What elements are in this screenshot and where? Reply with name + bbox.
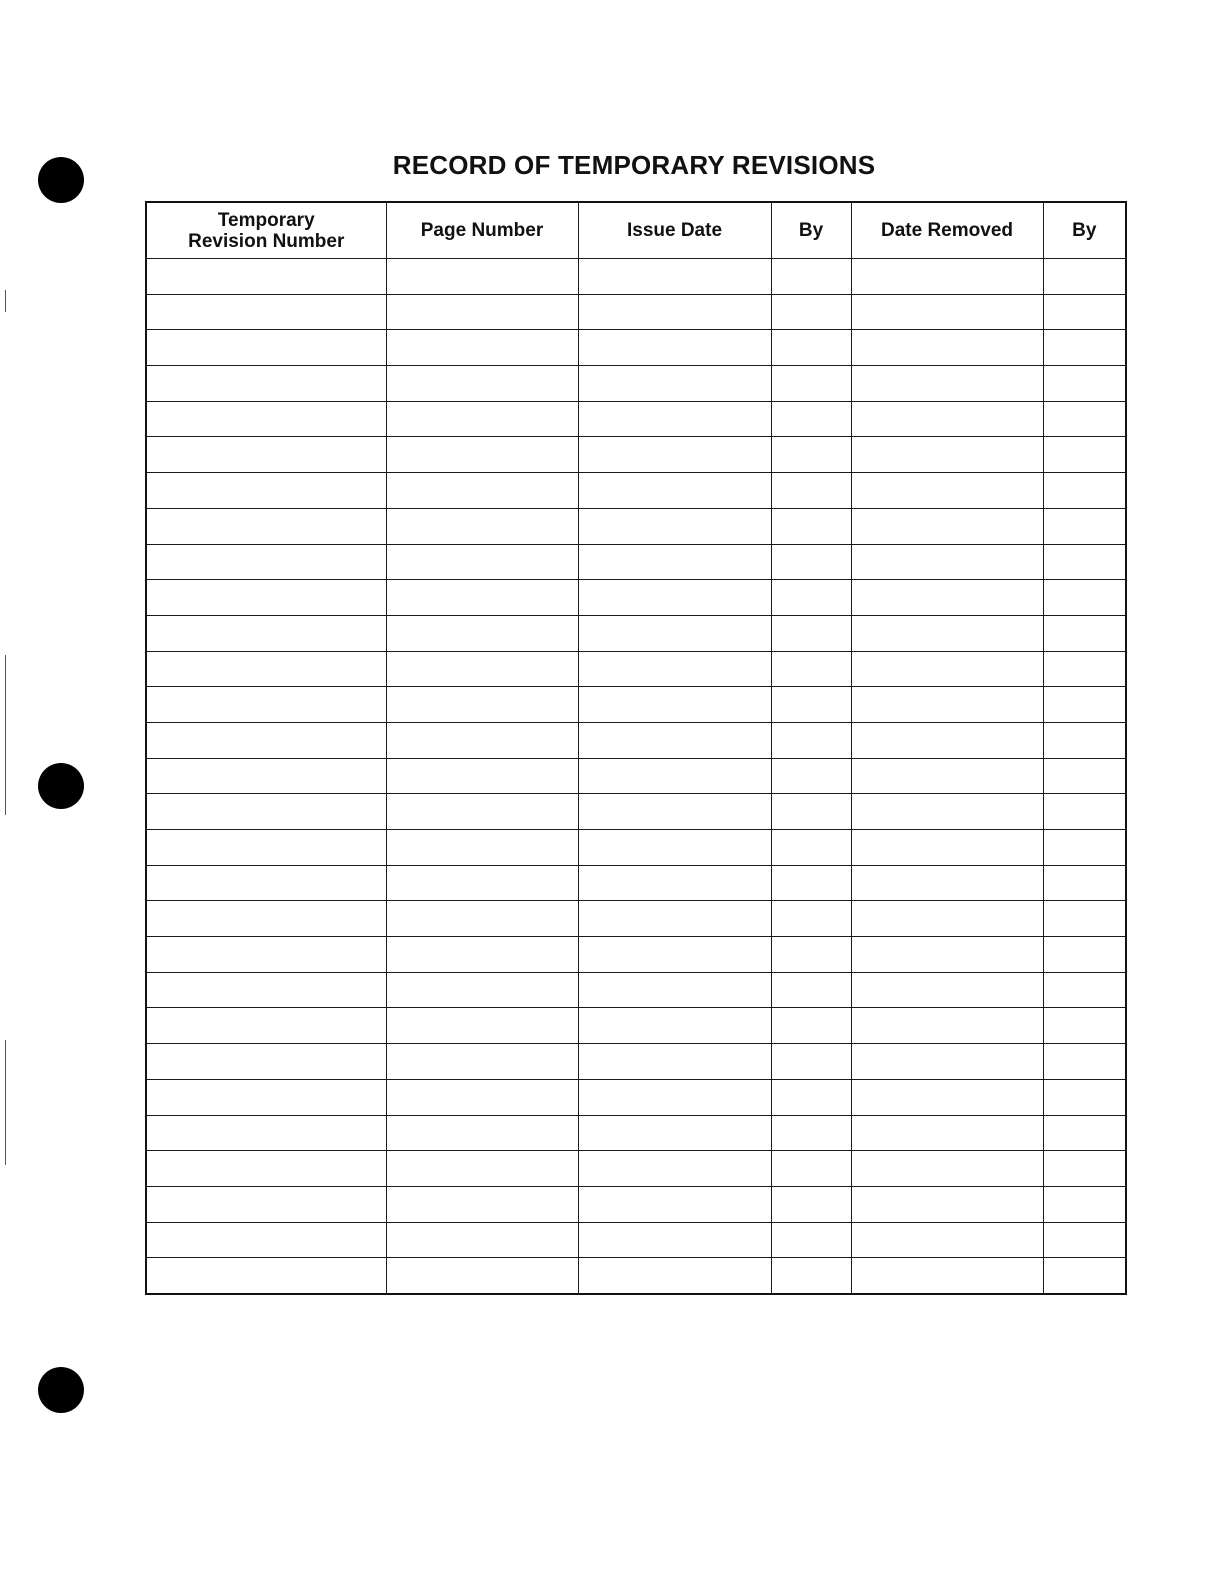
cell-by-removed[interactable] xyxy=(1043,294,1126,330)
table-row xyxy=(146,937,1126,973)
header-temporary-revision-number: Temporary Revision Number xyxy=(146,202,386,259)
cell-temporary-revision-number[interactable] xyxy=(146,972,386,1008)
cell-page-number[interactable] xyxy=(386,473,578,509)
cell-date-removed[interactable] xyxy=(851,366,1043,402)
table-row xyxy=(146,1044,1126,1080)
cell-temporary-revision-number[interactable] xyxy=(146,508,386,544)
cell-issue-date[interactable] xyxy=(578,687,771,723)
cell-temporary-revision-number[interactable] xyxy=(146,722,386,758)
cell-date-removed[interactable] xyxy=(851,1151,1043,1187)
binder-hole-middle xyxy=(38,763,84,809)
table-row xyxy=(146,1079,1126,1115)
cell-temporary-revision-number[interactable] xyxy=(146,544,386,580)
cell-page-number[interactable] xyxy=(386,937,578,973)
cell-date-removed[interactable] xyxy=(851,508,1043,544)
cell-by-removed[interactable] xyxy=(1043,972,1126,1008)
cell-page-number[interactable] xyxy=(386,1222,578,1258)
cell-date-removed[interactable] xyxy=(851,937,1043,973)
cell-by-removed[interactable] xyxy=(1043,259,1126,295)
cell-by[interactable] xyxy=(771,865,851,901)
cell-by-removed[interactable] xyxy=(1043,437,1126,473)
cell-issue-date[interactable] xyxy=(578,401,771,437)
cell-issue-date[interactable] xyxy=(578,1222,771,1258)
cell-page-number[interactable] xyxy=(386,366,578,402)
cell-issue-date[interactable] xyxy=(578,901,771,937)
cell-issue-date[interactable] xyxy=(578,580,771,616)
cell-date-removed[interactable] xyxy=(851,1008,1043,1044)
table-row xyxy=(146,687,1126,723)
cell-page-number[interactable] xyxy=(386,1008,578,1044)
table-header-row xyxy=(146,202,1126,259)
cell-temporary-revision-number[interactable] xyxy=(146,401,386,437)
table-row xyxy=(146,508,1126,544)
cell-temporary-revision-number[interactable] xyxy=(146,473,386,509)
cell-temporary-revision-number[interactable] xyxy=(146,1186,386,1222)
cell-by-removed[interactable] xyxy=(1043,651,1126,687)
cell-by[interactable] xyxy=(771,294,851,330)
cell-issue-date[interactable] xyxy=(578,1151,771,1187)
cell-temporary-revision-number[interactable] xyxy=(146,687,386,723)
cell-temporary-revision-number[interactable] xyxy=(146,259,386,295)
cell-page-number[interactable] xyxy=(386,580,578,616)
cell-by[interactable] xyxy=(771,615,851,651)
cell-by[interactable] xyxy=(771,259,851,295)
cell-by[interactable] xyxy=(771,366,851,402)
binder-hole-bottom xyxy=(38,1367,84,1413)
page-title: RECORD OF TEMPORARY REVISIONS xyxy=(392,150,876,180)
cell-page-number[interactable] xyxy=(386,1151,578,1187)
table-row xyxy=(146,865,1126,901)
cell-issue-date[interactable] xyxy=(578,615,771,651)
cell-issue-date[interactable] xyxy=(578,1008,771,1044)
table-row xyxy=(146,330,1126,366)
cell-by[interactable] xyxy=(771,508,851,544)
cell-by-removed[interactable] xyxy=(1043,794,1126,830)
cell-temporary-revision-number[interactable] xyxy=(146,794,386,830)
cell-by-removed[interactable] xyxy=(1043,865,1126,901)
scan-edge-mark xyxy=(5,1040,6,1165)
cell-temporary-revision-number[interactable] xyxy=(146,1044,386,1080)
cell-date-removed[interactable] xyxy=(851,972,1043,1008)
cell-page-number[interactable] xyxy=(386,401,578,437)
cell-issue-date[interactable] xyxy=(578,294,771,330)
cell-by-removed[interactable] xyxy=(1043,1186,1126,1222)
cell-issue-date[interactable] xyxy=(578,794,771,830)
table-row xyxy=(146,615,1126,651)
cell-issue-date[interactable] xyxy=(578,473,771,509)
cell-by[interactable] xyxy=(771,830,851,866)
cell-page-number[interactable] xyxy=(386,901,578,937)
cell-date-removed[interactable] xyxy=(851,651,1043,687)
cell-by-removed[interactable] xyxy=(1043,1258,1126,1294)
table-row xyxy=(146,830,1126,866)
cell-page-number[interactable] xyxy=(386,830,578,866)
cell-issue-date[interactable] xyxy=(578,830,771,866)
cell-temporary-revision-number[interactable] xyxy=(146,1222,386,1258)
cell-by-removed[interactable] xyxy=(1043,687,1126,723)
cell-issue-date[interactable] xyxy=(578,437,771,473)
cell-by-removed[interactable] xyxy=(1043,937,1126,973)
cell-by-removed[interactable] xyxy=(1043,1008,1126,1044)
cell-temporary-revision-number[interactable] xyxy=(146,937,386,973)
cell-by-removed[interactable] xyxy=(1043,473,1126,509)
header-by-removed: By xyxy=(1043,202,1126,259)
cell-temporary-revision-number[interactable] xyxy=(146,580,386,616)
cell-issue-date[interactable] xyxy=(578,508,771,544)
cell-date-removed[interactable] xyxy=(851,1186,1043,1222)
cell-by[interactable] xyxy=(771,901,851,937)
cell-by[interactable] xyxy=(771,544,851,580)
cell-temporary-revision-number[interactable] xyxy=(146,1079,386,1115)
cell-page-number[interactable] xyxy=(386,972,578,1008)
cell-page-number[interactable] xyxy=(386,544,578,580)
table-row xyxy=(146,1258,1126,1294)
table-row xyxy=(146,1008,1126,1044)
cell-by-removed[interactable] xyxy=(1043,1115,1126,1151)
cell-page-number[interactable] xyxy=(386,722,578,758)
cell-date-removed[interactable] xyxy=(851,330,1043,366)
table-row xyxy=(146,1222,1126,1258)
cell-by[interactable] xyxy=(771,473,851,509)
cell-date-removed[interactable] xyxy=(851,437,1043,473)
cell-temporary-revision-number[interactable] xyxy=(146,758,386,794)
table-row xyxy=(146,1151,1126,1187)
cell-date-removed[interactable] xyxy=(851,901,1043,937)
header-issue-date: Issue Date xyxy=(578,202,771,259)
cell-temporary-revision-number[interactable] xyxy=(146,437,386,473)
table-row xyxy=(146,401,1126,437)
header-page-number: Page Number xyxy=(386,202,578,259)
cell-date-removed[interactable] xyxy=(851,687,1043,723)
cell-page-number[interactable] xyxy=(386,1258,578,1294)
header-by: By xyxy=(771,202,851,259)
cell-page-number[interactable] xyxy=(386,1079,578,1115)
cell-page-number[interactable] xyxy=(386,294,578,330)
table-row xyxy=(146,366,1126,402)
cell-issue-date[interactable] xyxy=(578,1079,771,1115)
cell-page-number[interactable] xyxy=(386,259,578,295)
cell-issue-date[interactable] xyxy=(578,1186,771,1222)
cell-date-removed[interactable] xyxy=(851,1044,1043,1080)
cell-temporary-revision-number[interactable] xyxy=(146,294,386,330)
cell-temporary-revision-number[interactable] xyxy=(146,1115,386,1151)
cell-page-number[interactable] xyxy=(386,687,578,723)
revision-record-table xyxy=(145,201,1127,1295)
cell-by[interactable] xyxy=(771,437,851,473)
cell-by[interactable] xyxy=(771,580,851,616)
table-body xyxy=(146,259,1126,1294)
table-row xyxy=(146,259,1126,295)
cell-by[interactable] xyxy=(771,1115,851,1151)
cell-by[interactable] xyxy=(771,651,851,687)
cell-page-number[interactable] xyxy=(386,437,578,473)
cell-by-removed[interactable] xyxy=(1043,1044,1126,1080)
cell-by-removed[interactable] xyxy=(1043,1151,1126,1187)
cell-by[interactable] xyxy=(771,401,851,437)
cell-date-removed[interactable] xyxy=(851,615,1043,651)
cell-by[interactable] xyxy=(771,794,851,830)
cell-issue-date[interactable] xyxy=(578,544,771,580)
cell-by[interactable] xyxy=(771,722,851,758)
table-row xyxy=(146,1186,1126,1222)
cell-date-removed[interactable] xyxy=(851,722,1043,758)
cell-date-removed[interactable] xyxy=(851,294,1043,330)
cell-temporary-revision-number[interactable] xyxy=(146,366,386,402)
cell-by[interactable] xyxy=(771,1222,851,1258)
cell-page-number[interactable] xyxy=(386,508,578,544)
table-row xyxy=(146,794,1126,830)
cell-date-removed[interactable] xyxy=(851,1222,1043,1258)
cell-date-removed[interactable] xyxy=(851,473,1043,509)
cell-by-removed[interactable] xyxy=(1043,401,1126,437)
cell-by-removed[interactable] xyxy=(1043,901,1126,937)
cell-date-removed[interactable] xyxy=(851,544,1043,580)
cell-date-removed[interactable] xyxy=(851,401,1043,437)
cell-by[interactable] xyxy=(771,1044,851,1080)
cell-page-number[interactable] xyxy=(386,1186,578,1222)
table-row xyxy=(146,1115,1126,1151)
cell-page-number[interactable] xyxy=(386,651,578,687)
cell-by[interactable] xyxy=(771,1079,851,1115)
table-row xyxy=(146,972,1126,1008)
cell-date-removed[interactable] xyxy=(851,1258,1043,1294)
cell-by-removed[interactable] xyxy=(1043,1222,1126,1258)
table-row xyxy=(146,901,1126,937)
cell-date-removed[interactable] xyxy=(851,1115,1043,1151)
cell-temporary-revision-number[interactable] xyxy=(146,330,386,366)
cell-by-removed[interactable] xyxy=(1043,758,1126,794)
table-row xyxy=(146,544,1126,580)
cell-by[interactable] xyxy=(771,972,851,1008)
table-row xyxy=(146,651,1126,687)
cell-by[interactable] xyxy=(771,1151,851,1187)
cell-by[interactable] xyxy=(771,330,851,366)
cell-temporary-revision-number[interactable] xyxy=(146,651,386,687)
cell-temporary-revision-number[interactable] xyxy=(146,1008,386,1044)
cell-temporary-revision-number[interactable] xyxy=(146,830,386,866)
cell-issue-date[interactable] xyxy=(578,366,771,402)
cell-by-removed[interactable] xyxy=(1043,366,1126,402)
cell-temporary-revision-number[interactable] xyxy=(146,1258,386,1294)
cell-page-number[interactable] xyxy=(386,1115,578,1151)
cell-by-removed[interactable] xyxy=(1043,580,1126,616)
cell-page-number[interactable] xyxy=(386,865,578,901)
cell-date-removed[interactable] xyxy=(851,1079,1043,1115)
cell-by-removed[interactable] xyxy=(1043,330,1126,366)
cell-by[interactable] xyxy=(771,1008,851,1044)
cell-by[interactable] xyxy=(771,1258,851,1294)
cell-temporary-revision-number[interactable] xyxy=(146,865,386,901)
cell-issue-date[interactable] xyxy=(578,1115,771,1151)
cell-date-removed[interactable] xyxy=(851,580,1043,616)
cell-by[interactable] xyxy=(771,758,851,794)
table-row xyxy=(146,294,1126,330)
cell-issue-date[interactable] xyxy=(578,937,771,973)
cell-by-removed[interactable] xyxy=(1043,508,1126,544)
scan-edge-mark xyxy=(5,655,6,815)
cell-issue-date[interactable] xyxy=(578,972,771,1008)
table-row xyxy=(146,580,1126,616)
cell-by-removed[interactable] xyxy=(1043,722,1126,758)
cell-by-removed[interactable] xyxy=(1043,544,1126,580)
cell-issue-date[interactable] xyxy=(578,1258,771,1294)
cell-by-removed[interactable] xyxy=(1043,1079,1126,1115)
cell-issue-date[interactable] xyxy=(578,651,771,687)
cell-page-number[interactable] xyxy=(386,794,578,830)
cell-temporary-revision-number[interactable] xyxy=(146,901,386,937)
cell-by[interactable] xyxy=(771,1186,851,1222)
cell-issue-date[interactable] xyxy=(578,330,771,366)
table-row xyxy=(146,722,1126,758)
cell-page-number[interactable] xyxy=(386,758,578,794)
table-row xyxy=(146,473,1126,509)
cell-issue-date[interactable] xyxy=(578,865,771,901)
cell-by-removed[interactable] xyxy=(1043,830,1126,866)
cell-date-removed[interactable] xyxy=(851,794,1043,830)
cell-issue-date[interactable] xyxy=(578,259,771,295)
cell-issue-date[interactable] xyxy=(578,1044,771,1080)
cell-issue-date[interactable] xyxy=(578,758,771,794)
scan-edge-mark xyxy=(5,290,6,312)
header-date-removed: Date Removed xyxy=(851,202,1043,259)
cell-date-removed[interactable] xyxy=(851,259,1043,295)
cell-page-number[interactable] xyxy=(386,1044,578,1080)
table-row xyxy=(146,437,1126,473)
table-row xyxy=(146,758,1126,794)
cell-by[interactable] xyxy=(771,937,851,973)
cell-date-removed[interactable] xyxy=(851,865,1043,901)
cell-temporary-revision-number[interactable] xyxy=(146,615,386,651)
cell-by[interactable] xyxy=(771,687,851,723)
cell-issue-date[interactable] xyxy=(578,722,771,758)
cell-temporary-revision-number[interactable] xyxy=(146,1151,386,1187)
cell-page-number[interactable] xyxy=(386,615,578,651)
cell-date-removed[interactable] xyxy=(851,830,1043,866)
cell-page-number[interactable] xyxy=(386,330,578,366)
cell-date-removed[interactable] xyxy=(851,758,1043,794)
cell-by-removed[interactable] xyxy=(1043,615,1126,651)
